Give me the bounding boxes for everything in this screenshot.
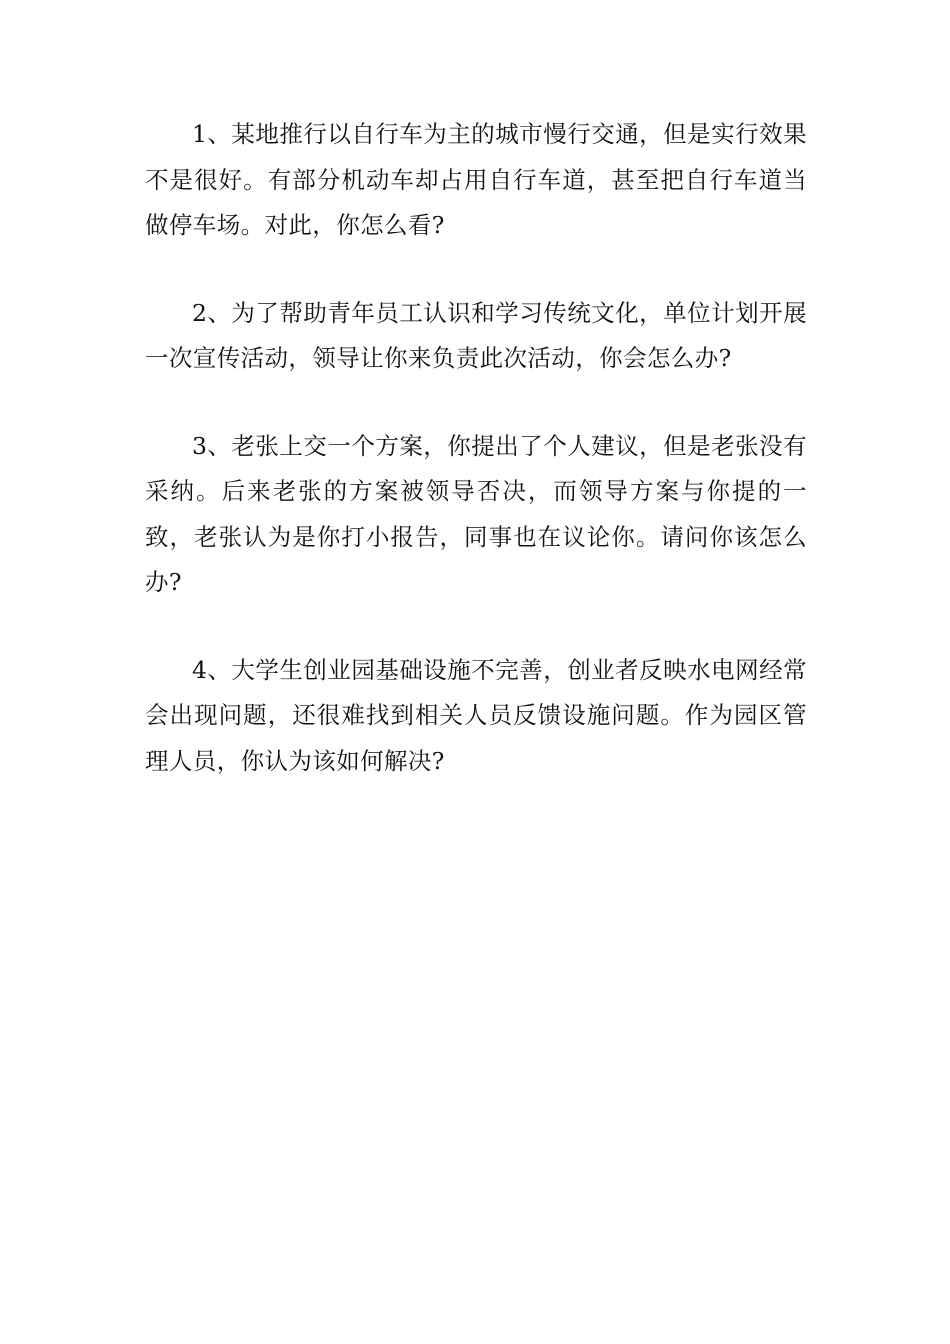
question-paragraph-3: 3、老张上交一个方案，你提出了个人建议，但是老张没有采纳。后来老张的方案被领导否决，而领导方案与你提的一致，老张认为是你打小报告，同事也在议论你。请问你该怎么办? <box>145 431 807 596</box>
question-paragraph-4: 4、大学生创业园基础设施不完善，创业者反映水电网经常会出现问题，还很难找到相关人员反馈设施问题。作为园区管理人员，你认为该如何解决? <box>145 655 807 775</box>
document-body <box>145 112 807 826</box>
question-paragraph-2: 2、为了帮助青年员工认识和学习传统文化，单位计划开展一次宣传活动，领导让你来负责此次活动，你会怎么办? <box>145 298 807 372</box>
question-paragraph-1: 1、某地推行以自行车为主的城市慢行交通，但是实行效果不是很好。有部分机动车却占用自行车道，甚至把自行车道当做停车场。对此，你怎么看? <box>145 120 807 239</box>
